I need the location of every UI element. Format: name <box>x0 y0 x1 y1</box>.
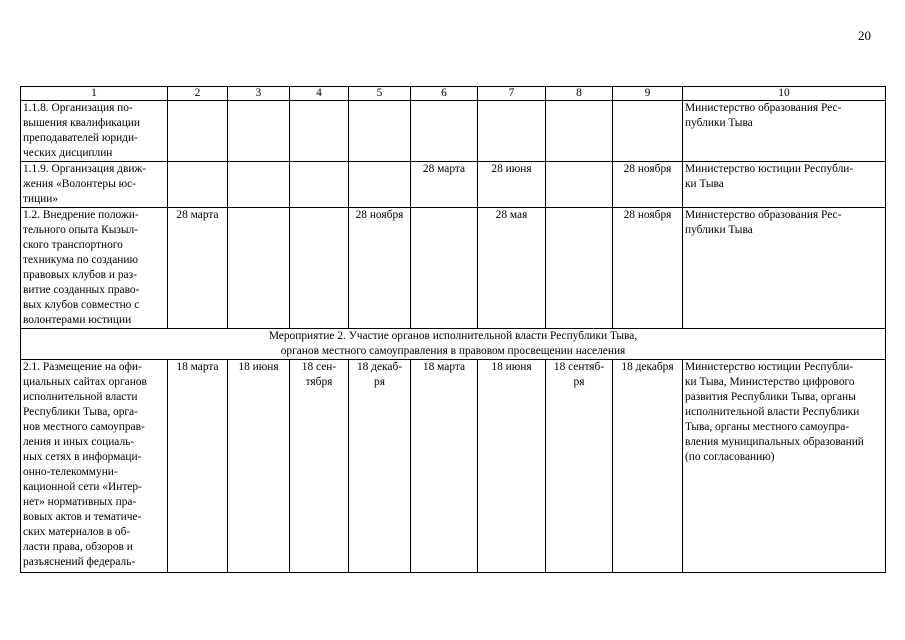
date-cell: 18 декаб- ря <box>349 360 411 573</box>
date-cell: 28 июня <box>478 162 546 208</box>
measure-name-cell: 2.1. Размещение на офи- циальных сайтах органов исполнительной власти Республики Тыва, орга- нов местного самоуправ- ления и иных социаль- ных сетях в информаци- онно-телекоммуни- кационной сети «Интер- нет» нормативных пра- вовых актов и тематиче- ских материалов в об- ласти права, обзоров и разъяснений федераль- <box>21 360 168 573</box>
column-number-row <box>21 87 886 101</box>
column-header: 9 <box>613 87 683 101</box>
column-header: 10 <box>683 87 886 101</box>
date-cell: 18 сентяб- ря <box>546 360 613 573</box>
date-cell: 28 мая <box>478 208 546 329</box>
measure-name-cell: 1.1.8. Организация по- вышения квалификации преподавателей юриди- ческих дисциплин <box>21 101 168 162</box>
table-row <box>21 101 886 162</box>
date-cell <box>168 101 228 162</box>
date-cell <box>290 101 349 162</box>
date-cell: 18 сен- тября <box>290 360 349 573</box>
date-cell <box>546 208 613 329</box>
column-header: 4 <box>290 87 349 101</box>
table-row <box>21 208 886 329</box>
date-cell: 28 марта <box>168 208 228 329</box>
date-cell: 28 марта <box>411 162 478 208</box>
column-header: 1 <box>21 87 168 101</box>
measure-name-cell: 1.2. Внедрение положи- тельного опыта Кызыл- ского транспортного техникума по созданию правовых клубов и раз- витие созданных право- вых клубов совместно с волонтерами юстиции <box>21 208 168 329</box>
date-cell: 18 декабря <box>613 360 683 573</box>
page-number: 20 <box>858 28 871 43</box>
column-header: 8 <box>546 87 613 101</box>
date-cell <box>349 101 411 162</box>
date-cell <box>228 101 290 162</box>
responsible-cell: Министерство юстиции Республи- ки Тыва, Министерство цифрового развития Республики Тыва, органы исполнительной власти Республики Тыва, органы местного самоупра- вления муниципальных образований (по согласованию) <box>683 360 886 573</box>
date-cell <box>411 101 478 162</box>
date-cell <box>228 208 290 329</box>
table-row <box>21 360 886 573</box>
measure-name-cell: 1.1.9. Организация движ- жения «Волонтеры юс- тиции» <box>21 162 168 208</box>
date-cell: 18 марта <box>168 360 228 573</box>
date-cell <box>290 208 349 329</box>
measures-table <box>20 86 886 573</box>
date-cell <box>478 101 546 162</box>
section-row <box>21 329 886 360</box>
table-row <box>21 162 886 208</box>
date-cell: 28 ноября <box>613 208 683 329</box>
column-header: 3 <box>228 87 290 101</box>
date-cell <box>168 162 228 208</box>
date-cell <box>228 162 290 208</box>
responsible-cell: Министерство образования Рес- публики Тыва <box>683 208 886 329</box>
date-cell <box>290 162 349 208</box>
responsible-cell: Министерство образования Рес- публики Тыва <box>683 101 886 162</box>
date-cell <box>546 162 613 208</box>
date-cell <box>349 162 411 208</box>
section-title: Мероприятие 2. Участие органов исполнительной власти Республики Тыва, органов местного самоуправления в правовом просвещении населения <box>21 329 886 360</box>
column-header: 2 <box>168 87 228 101</box>
date-cell <box>613 101 683 162</box>
date-cell: 18 июня <box>228 360 290 573</box>
date-cell: 18 марта <box>411 360 478 573</box>
column-header: 5 <box>349 87 411 101</box>
responsible-cell: Министерство юстиции Республи- ки Тыва <box>683 162 886 208</box>
date-cell <box>411 208 478 329</box>
date-cell <box>546 101 613 162</box>
date-cell: 18 июня <box>478 360 546 573</box>
column-header: 6 <box>411 87 478 101</box>
column-header: 7 <box>478 87 546 101</box>
date-cell: 28 ноября <box>613 162 683 208</box>
date-cell: 28 ноября <box>349 208 411 329</box>
